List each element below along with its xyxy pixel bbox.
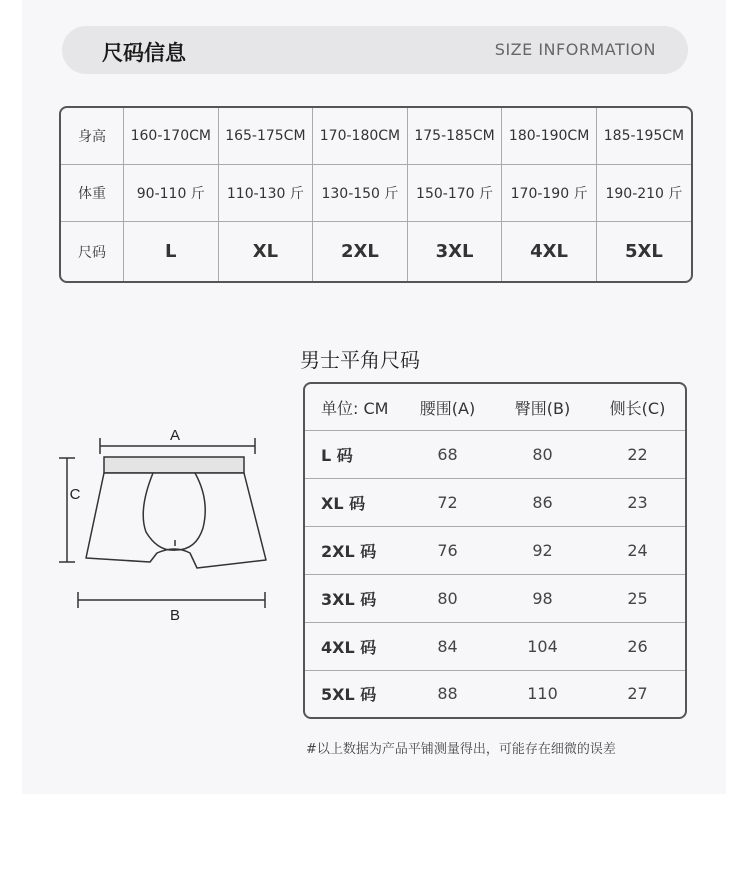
row-label: 体重 bbox=[61, 164, 124, 222]
table-header-row bbox=[305, 384, 685, 431]
table-row bbox=[305, 574, 685, 622]
row-label: 尺码 bbox=[61, 222, 124, 281]
dimension-c-label: C bbox=[69, 486, 81, 503]
size-label: XL 码 bbox=[305, 479, 400, 527]
size-label: 2XL 码 bbox=[305, 527, 400, 575]
hip-value: 80 bbox=[495, 431, 590, 479]
dimension-b-label: B bbox=[169, 607, 181, 624]
size-cell: L bbox=[124, 222, 219, 281]
size-cell: 160-170CM bbox=[124, 108, 219, 164]
waist-value: 88 bbox=[437, 684, 458, 704]
waistband-shape bbox=[104, 457, 244, 473]
boxer-diagram bbox=[50, 420, 280, 630]
size-label: 5XL 码 bbox=[321, 685, 377, 705]
size-row-size bbox=[61, 222, 691, 281]
header-cell-waist: 腰围(A) bbox=[400, 384, 495, 431]
hip-value: 86 bbox=[495, 479, 590, 527]
size-label: 3XL 码 bbox=[305, 574, 400, 622]
side-value: 23 bbox=[590, 479, 685, 527]
waist-value: 72 bbox=[400, 479, 495, 527]
section-subtitle-en: SIZE INFORMATION bbox=[494, 40, 656, 59]
size-cell: 170-190 斤 bbox=[502, 164, 597, 222]
size-cell: 90-110 斤 bbox=[124, 164, 219, 222]
boxer-size-table bbox=[303, 382, 687, 719]
table-row bbox=[305, 479, 685, 527]
header-cell-hip: 臀围(B) bbox=[495, 384, 590, 431]
size-cell: 150-170 斤 bbox=[407, 164, 502, 222]
section-header bbox=[62, 26, 688, 74]
size-cell: 3XL bbox=[407, 222, 502, 281]
size-cell: 130-150 斤 bbox=[313, 164, 408, 222]
header-cell-unit: 单位: CM bbox=[305, 384, 400, 431]
hip-value: 98 bbox=[495, 574, 590, 622]
side-value: 22 bbox=[590, 431, 685, 479]
size-cell: 175-185CM bbox=[407, 108, 502, 164]
boxer-size-title: 男士平角尺码 bbox=[300, 348, 420, 372]
size-cell: 5XL bbox=[625, 241, 663, 263]
size-row-weight bbox=[61, 164, 691, 222]
table-row bbox=[305, 622, 685, 670]
table-row bbox=[305, 670, 685, 717]
side-value: 26 bbox=[590, 622, 685, 670]
row-label: 身高 bbox=[61, 108, 124, 164]
side-value: 25 bbox=[590, 574, 685, 622]
size-cell: 185-195CM bbox=[596, 108, 691, 164]
size-label: 4XL 码 bbox=[305, 622, 400, 670]
hip-value: 92 bbox=[495, 527, 590, 575]
size-cell: 2XL bbox=[313, 222, 408, 281]
table-row bbox=[305, 527, 685, 575]
size-cell: XL bbox=[218, 222, 313, 281]
header-cell-side: 侧长(C) bbox=[590, 384, 685, 431]
size-cell: 4XL bbox=[502, 222, 597, 281]
dimension-a-label: A bbox=[169, 427, 181, 444]
hip-value: 110 bbox=[527, 684, 558, 704]
boxer-body-shape bbox=[86, 473, 266, 568]
size-cell: 165-175CM bbox=[218, 108, 313, 164]
size-cell: 110-130 斤 bbox=[218, 164, 313, 222]
table-row bbox=[305, 431, 685, 479]
size-cell: 180-190CM bbox=[502, 108, 597, 164]
measurement-note: #以上数据为产品平铺测量得出，可能存在细微的误差 bbox=[306, 742, 616, 757]
waist-value: 80 bbox=[400, 574, 495, 622]
size-label: L 码 bbox=[305, 431, 400, 479]
waist-value: 84 bbox=[400, 622, 495, 670]
hip-value: 104 bbox=[495, 622, 590, 670]
waist-value: 76 bbox=[400, 527, 495, 575]
size-cell: 190-210 斤 bbox=[596, 164, 691, 222]
waist-value: 68 bbox=[400, 431, 495, 479]
size-cell: 170-180CM bbox=[313, 108, 408, 164]
size-chart-table bbox=[59, 106, 693, 283]
size-row-height bbox=[61, 108, 691, 164]
side-value: 24 bbox=[590, 527, 685, 575]
side-value: 27 bbox=[627, 684, 648, 704]
section-title: 尺码信息 bbox=[102, 41, 186, 65]
